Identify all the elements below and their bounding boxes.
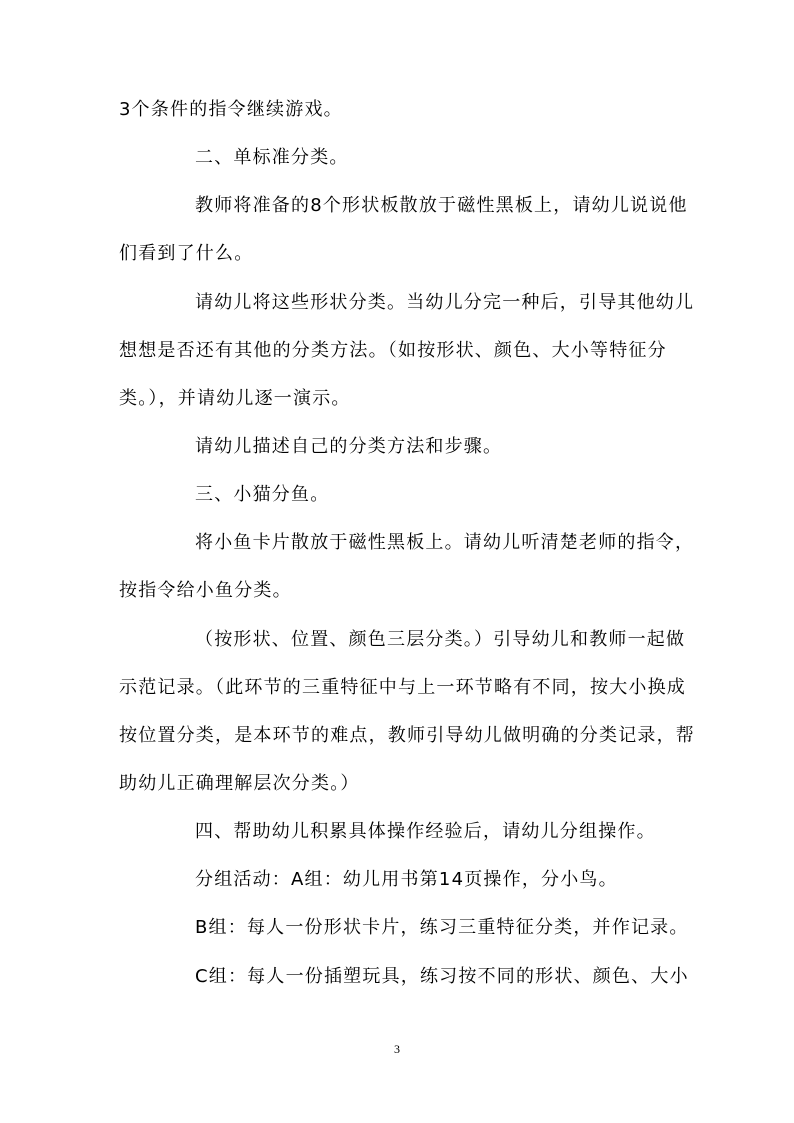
section-heading: 二、单标准分类。 <box>195 147 349 168</box>
text-line: 3个条件的指令继续游戏。 <box>119 99 343 120</box>
text-line: 想想是否还有其他的分类方法。（如按形状、颜色、大小等特征分 <box>119 340 667 361</box>
text-line: 示范记录。（此环节的三重特征中与上一环节略有不同，按大小换成 <box>119 677 686 698</box>
text-line: 请幼儿将这些形状分类。当幼儿分完一种后，引导其他幼儿 <box>195 292 695 313</box>
text-line: 教师将准备的8个形状板散放于磁性黑板上，请幼儿说说他 <box>195 195 688 216</box>
text-line: 们看到了什么。 <box>119 243 254 264</box>
text-line: 分组活动：A组：幼儿用书第14页操作，分小鸟。 <box>195 869 618 890</box>
text-line: B组：每人一份形状卡片，练习三重特征分类，并作记录。 <box>195 917 689 938</box>
text-line: 类。），并请幼儿逐一演示。 <box>119 388 351 409</box>
text-line: 按指令给小鱼分类。 <box>119 580 292 601</box>
text-line: 助幼儿正确理解层次分类。） <box>119 773 360 794</box>
text-line: 将小鱼卡片散放于磁性黑板上。请幼儿听清楚老师的指令， <box>195 532 695 553</box>
text-line: （按形状、位置、颜色三层分类。）引导幼儿和教师一起做 <box>195 629 686 650</box>
text-line: 请幼儿描述自己的分类方法和步骤。 <box>195 436 503 457</box>
text-line: 按位置分类，是本环节的难点，教师引导幼儿做明确的分类记录，帮 <box>119 725 695 746</box>
text-line: C组：每人一份插塑玩具，练习按不同的形状、颜色、大小 <box>195 966 689 987</box>
page-number: 3 <box>394 1042 400 1056</box>
section-heading: 四、帮助幼儿积累具体操作经验后，请幼儿分组操作。 <box>195 821 656 842</box>
section-heading: 三、小猫分鱼。 <box>195 484 330 505</box>
